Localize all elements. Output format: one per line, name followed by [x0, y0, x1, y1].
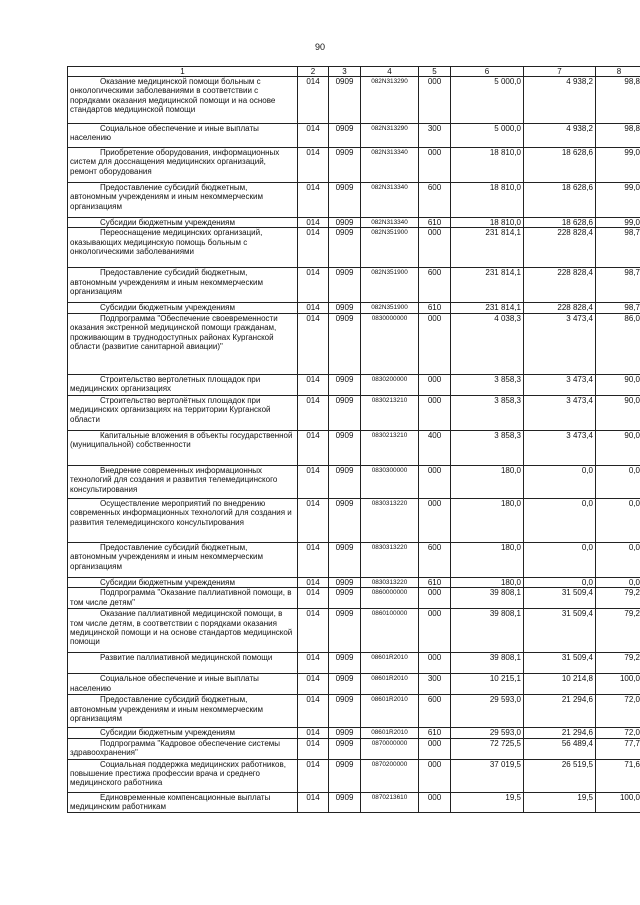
row-section-code: 0909	[329, 738, 361, 759]
row-expense-type: 600	[419, 183, 451, 218]
row-percent: 98,8	[596, 124, 640, 148]
row-planned-amount: 72 725,5	[451, 738, 524, 759]
row-actual-amount: 228 828,4	[524, 228, 596, 268]
row-percent: 99,0	[596, 148, 640, 183]
table-row	[68, 588, 640, 609]
row-name: Оказание медицинской помощи больным с онкологическими заболеваниями в соответствии с порядками оказания медицинской помощи и на основе стандартов медицинской помощи	[68, 77, 298, 124]
row-planned-amount: 5 000,0	[451, 77, 524, 124]
row-planned-amount: 3 858,3	[451, 430, 524, 465]
row-target-code: 082N313290	[361, 124, 419, 148]
row-percent: 0,0	[596, 577, 640, 587]
row-name: Приобретение оборудования, информационных систем для досснащения медицинских организаций, ремонт оборудования	[68, 148, 298, 183]
row-target-code: 0830000000	[361, 313, 419, 374]
table-row	[68, 303, 640, 313]
row-section-code: 0909	[329, 124, 361, 148]
row-percent: 72,0	[596, 728, 640, 738]
table-row	[68, 674, 640, 695]
row-section-code: 0909	[329, 218, 361, 228]
row-name: Предоставление субсидий бюджетным, автономным учреждениям и иным некоммерческим организациям	[68, 183, 298, 218]
row-percent: 99,0	[596, 183, 640, 218]
row-expense-type: 000	[419, 588, 451, 609]
row-expense-type: 000	[419, 609, 451, 653]
row-target-code: 0830313220	[361, 577, 419, 587]
table-row	[68, 218, 640, 228]
row-section-code: 0909	[329, 728, 361, 738]
table-row	[68, 313, 640, 374]
row-expense-type: 610	[419, 577, 451, 587]
row-actual-amount: 19,5	[524, 792, 596, 812]
row-section-code: 0909	[329, 374, 361, 395]
row-name: Предоставление субсидий бюджетным, автономным учреждениям и иным некоммерческим организациям	[68, 542, 298, 577]
row-admin-code: 014	[298, 498, 329, 542]
row-percent: 0,0	[596, 465, 640, 498]
row-planned-amount: 3 858,3	[451, 395, 524, 430]
row-admin-code: 014	[298, 148, 329, 183]
row-percent: 98,7	[596, 303, 640, 313]
row-expense-type: 600	[419, 268, 451, 303]
row-planned-amount: 10 215,1	[451, 674, 524, 695]
row-actual-amount: 21 294,6	[524, 695, 596, 728]
row-percent: 0,0	[596, 498, 640, 542]
table-row	[68, 268, 640, 303]
row-expense-type: 000	[419, 792, 451, 812]
row-name: Подпрограмма "Обеспечение своевременности оказания экстренной медицинской помощи гражданам, проживающим в труднодоступных районах Курганской области (развитие санитарной авиации)"	[68, 313, 298, 374]
row-section-code: 0909	[329, 465, 361, 498]
row-planned-amount: 18 810,0	[451, 183, 524, 218]
row-admin-code: 014	[298, 124, 329, 148]
table-row	[68, 738, 640, 759]
row-percent: 99,0	[596, 218, 640, 228]
table-row	[68, 124, 640, 148]
table-row	[68, 395, 640, 430]
row-section-code: 0909	[329, 148, 361, 183]
row-section-code: 0909	[329, 674, 361, 695]
row-actual-amount: 0,0	[524, 542, 596, 577]
row-target-code: 082N351900	[361, 268, 419, 303]
table-row	[68, 759, 640, 792]
col-header-5: 5	[419, 67, 451, 77]
table-row	[68, 183, 640, 218]
row-admin-code: 014	[298, 465, 329, 498]
budget-table	[67, 66, 640, 813]
row-actual-amount: 4 938,2	[524, 124, 596, 148]
row-actual-amount: 31 509,4	[524, 588, 596, 609]
row-expense-type: 610	[419, 218, 451, 228]
row-actual-amount: 4 938,2	[524, 77, 596, 124]
row-actual-amount: 0,0	[524, 465, 596, 498]
row-actual-amount: 3 473,4	[524, 374, 596, 395]
row-planned-amount: 231 814,1	[451, 303, 524, 313]
row-name: Социальное обеспечение и иные выплаты населению	[68, 124, 298, 148]
row-name: Социальная поддержка медицинских работников, повышение престижа профессии врача и среднего медицинского работника	[68, 759, 298, 792]
col-header-8: 8	[596, 67, 640, 77]
row-admin-code: 014	[298, 268, 329, 303]
row-section-code: 0909	[329, 395, 361, 430]
row-target-code: 082N313340	[361, 183, 419, 218]
row-expense-type: 000	[419, 738, 451, 759]
row-section-code: 0909	[329, 792, 361, 812]
row-name: Субсидии бюджетным учреждениям	[68, 218, 298, 228]
row-name: Подпрограмма "Оказание паллиативной помощи, в том числе детям"	[68, 588, 298, 609]
row-admin-code: 014	[298, 430, 329, 465]
header-row	[68, 67, 640, 77]
row-admin-code: 014	[298, 313, 329, 374]
row-planned-amount: 37 019,5	[451, 759, 524, 792]
row-planned-amount: 39 808,1	[451, 609, 524, 653]
row-planned-amount: 29 593,0	[451, 728, 524, 738]
row-section-code: 0909	[329, 588, 361, 609]
table-row	[68, 609, 640, 653]
row-planned-amount: 3 858,3	[451, 374, 524, 395]
col-header-2: 2	[298, 67, 329, 77]
row-actual-amount: 0,0	[524, 577, 596, 587]
row-expense-type: 000	[419, 395, 451, 430]
col-header-4: 4	[361, 67, 419, 77]
row-actual-amount: 18 628,6	[524, 148, 596, 183]
row-section-code: 0909	[329, 498, 361, 542]
table-row	[68, 77, 640, 124]
row-name: Предоставление субсидий бюджетным, автономным учреждениям и иным некоммерческим организациям	[68, 268, 298, 303]
table-row	[68, 148, 640, 183]
row-admin-code: 014	[298, 792, 329, 812]
row-expense-type: 610	[419, 728, 451, 738]
row-actual-amount: 18 628,6	[524, 183, 596, 218]
row-expense-type: 400	[419, 430, 451, 465]
row-expense-type: 600	[419, 542, 451, 577]
row-admin-code: 014	[298, 228, 329, 268]
row-expense-type: 610	[419, 303, 451, 313]
row-expense-type: 000	[419, 653, 451, 674]
row-name: Строительство вертолетных площадок при медицинских организациях	[68, 374, 298, 395]
row-target-code: 08601R2010	[361, 653, 419, 674]
row-expense-type: 000	[419, 77, 451, 124]
row-admin-code: 014	[298, 395, 329, 430]
table-row	[68, 228, 640, 268]
row-name: Подпрограмма "Кадровое обеспечение системы здравоохранения"	[68, 738, 298, 759]
row-target-code: 0860100000	[361, 609, 419, 653]
row-planned-amount: 39 808,1	[451, 588, 524, 609]
table-row	[68, 542, 640, 577]
row-admin-code: 014	[298, 674, 329, 695]
row-planned-amount: 231 814,1	[451, 228, 524, 268]
table-row	[68, 430, 640, 465]
row-actual-amount: 26 519,5	[524, 759, 596, 792]
row-expense-type: 600	[419, 695, 451, 728]
row-section-code: 0909	[329, 430, 361, 465]
row-actual-amount: 21 294,6	[524, 728, 596, 738]
row-section-code: 0909	[329, 228, 361, 268]
row-percent: 0,0	[596, 542, 640, 577]
row-target-code: 0860000000	[361, 588, 419, 609]
row-name: Капитальные вложения в объекты государственной (муниципальной) собственности	[68, 430, 298, 465]
row-target-code: 0830213210	[361, 395, 419, 430]
row-admin-code: 014	[298, 738, 329, 759]
row-percent: 79,2	[596, 588, 640, 609]
row-planned-amount: 39 808,1	[451, 653, 524, 674]
row-admin-code: 014	[298, 542, 329, 577]
row-planned-amount: 29 593,0	[451, 695, 524, 728]
table-row	[68, 577, 640, 587]
row-name: Развитие паллиативной медицинской помощи	[68, 653, 298, 674]
row-expense-type: 000	[419, 313, 451, 374]
row-target-code: 082N351900	[361, 228, 419, 268]
row-section-code: 0909	[329, 653, 361, 674]
row-expense-type: 000	[419, 374, 451, 395]
row-section-code: 0909	[329, 268, 361, 303]
table-row	[68, 498, 640, 542]
row-target-code: 0870213610	[361, 792, 419, 812]
row-percent: 98,7	[596, 268, 640, 303]
row-expense-type: 000	[419, 148, 451, 183]
table-row	[68, 374, 640, 395]
row-section-code: 0909	[329, 609, 361, 653]
col-header-1: 1	[68, 67, 298, 77]
row-planned-amount: 231 814,1	[451, 268, 524, 303]
row-expense-type: 000	[419, 228, 451, 268]
row-target-code: 0830313220	[361, 498, 419, 542]
row-admin-code: 014	[298, 695, 329, 728]
row-admin-code: 014	[298, 588, 329, 609]
row-admin-code: 014	[298, 77, 329, 124]
table-row	[68, 695, 640, 728]
row-planned-amount: 18 810,0	[451, 218, 524, 228]
row-actual-amount: 10 214,8	[524, 674, 596, 695]
table-row	[68, 792, 640, 812]
row-target-code: 0830300000	[361, 465, 419, 498]
row-planned-amount: 18 810,0	[451, 148, 524, 183]
row-admin-code: 014	[298, 577, 329, 587]
row-expense-type: 000	[419, 498, 451, 542]
row-percent: 90,0	[596, 430, 640, 465]
row-section-code: 0909	[329, 183, 361, 218]
row-actual-amount: 3 473,4	[524, 395, 596, 430]
row-target-code: 08601R2010	[361, 695, 419, 728]
row-actual-amount: 3 473,4	[524, 313, 596, 374]
row-planned-amount: 180,0	[451, 465, 524, 498]
row-name: Субсидии бюджетным учреждениям	[68, 728, 298, 738]
row-actual-amount: 56 489,4	[524, 738, 596, 759]
row-expense-type: 000	[419, 465, 451, 498]
row-target-code: 0830313220	[361, 542, 419, 577]
row-target-code: 082N351900	[361, 303, 419, 313]
row-planned-amount: 5 000,0	[451, 124, 524, 148]
row-actual-amount: 228 828,4	[524, 268, 596, 303]
row-section-code: 0909	[329, 303, 361, 313]
table-row	[68, 465, 640, 498]
row-percent: 72,0	[596, 695, 640, 728]
row-admin-code: 014	[298, 218, 329, 228]
row-name: Внедрение современных информационных технологий для создания и развития телемедицинского консультирования	[68, 465, 298, 498]
row-admin-code: 014	[298, 609, 329, 653]
row-percent: 90,0	[596, 395, 640, 430]
row-admin-code: 014	[298, 759, 329, 792]
row-target-code: 08601R2010	[361, 674, 419, 695]
row-actual-amount: 18 628,6	[524, 218, 596, 228]
row-section-code: 0909	[329, 759, 361, 792]
col-header-6: 6	[451, 67, 524, 77]
row-name: Оказание паллиативной медицинской помощи, в том числе детям, в соответствии с порядками оказания медицинской помощи и на основе стандартов медицинской помощи	[68, 609, 298, 653]
row-planned-amount: 19,5	[451, 792, 524, 812]
row-admin-code: 014	[298, 653, 329, 674]
row-target-code: 0870000000	[361, 738, 419, 759]
row-percent: 100,0	[596, 674, 640, 695]
row-percent: 77,7	[596, 738, 640, 759]
table-row	[68, 728, 640, 738]
table-row	[68, 653, 640, 674]
row-percent: 79,2	[596, 609, 640, 653]
row-planned-amount: 180,0	[451, 498, 524, 542]
row-name: Осуществление мероприятий по внедрению современных информационных технологий для создания и развития телемедицинского консультирования	[68, 498, 298, 542]
row-actual-amount: 31 509,4	[524, 609, 596, 653]
row-actual-amount: 0,0	[524, 498, 596, 542]
row-expense-type: 000	[419, 759, 451, 792]
page-number: 90	[314, 42, 325, 52]
row-section-code: 0909	[329, 313, 361, 374]
row-name: Субсидии бюджетным учреждениям	[68, 303, 298, 313]
row-planned-amount: 4 038,3	[451, 313, 524, 374]
row-percent: 98,7	[596, 228, 640, 268]
row-target-code: 08601R2010	[361, 728, 419, 738]
row-name: Социальное обеспечение и иные выплаты населению	[68, 674, 298, 695]
row-name: Строительство вертолётных площадок при медицинских организациях на территории Курганской области	[68, 395, 298, 430]
row-section-code: 0909	[329, 77, 361, 124]
row-name: Переоснащение медицинских организаций, оказывающих медицинскую помощь больным с онкологическими заболеваниями	[68, 228, 298, 268]
row-name: Субсидии бюджетным учреждениям	[68, 577, 298, 587]
row-expense-type: 300	[419, 124, 451, 148]
row-target-code: 0830200000	[361, 374, 419, 395]
row-target-code: 082N313340	[361, 218, 419, 228]
row-actual-amount: 228 828,4	[524, 303, 596, 313]
row-percent: 100,0	[596, 792, 640, 812]
row-percent: 79,2	[596, 653, 640, 674]
row-percent: 86,0	[596, 313, 640, 374]
col-header-7: 7	[524, 67, 596, 77]
row-percent: 71,6	[596, 759, 640, 792]
row-admin-code: 014	[298, 183, 329, 218]
row-planned-amount: 180,0	[451, 577, 524, 587]
row-admin-code: 014	[298, 303, 329, 313]
row-target-code: 0870200000	[361, 759, 419, 792]
row-section-code: 0909	[329, 577, 361, 587]
row-admin-code: 014	[298, 374, 329, 395]
row-target-code: 0830213210	[361, 430, 419, 465]
row-target-code: 082N313340	[361, 148, 419, 183]
row-actual-amount: 31 509,4	[524, 653, 596, 674]
row-percent: 90,0	[596, 374, 640, 395]
row-planned-amount: 180,0	[451, 542, 524, 577]
row-actual-amount: 3 473,4	[524, 430, 596, 465]
row-target-code: 082N313290	[361, 77, 419, 124]
row-section-code: 0909	[329, 542, 361, 577]
row-admin-code: 014	[298, 728, 329, 738]
col-header-3: 3	[329, 67, 361, 77]
row-name: Предоставление субсидий бюджетным, автономным учреждениям и иным некоммерческим организациям	[68, 695, 298, 728]
row-percent: 98,8	[596, 77, 640, 124]
row-expense-type: 300	[419, 674, 451, 695]
row-section-code: 0909	[329, 695, 361, 728]
row-name: Единовременные компенсационные выплаты медицинским работникам	[68, 792, 298, 812]
